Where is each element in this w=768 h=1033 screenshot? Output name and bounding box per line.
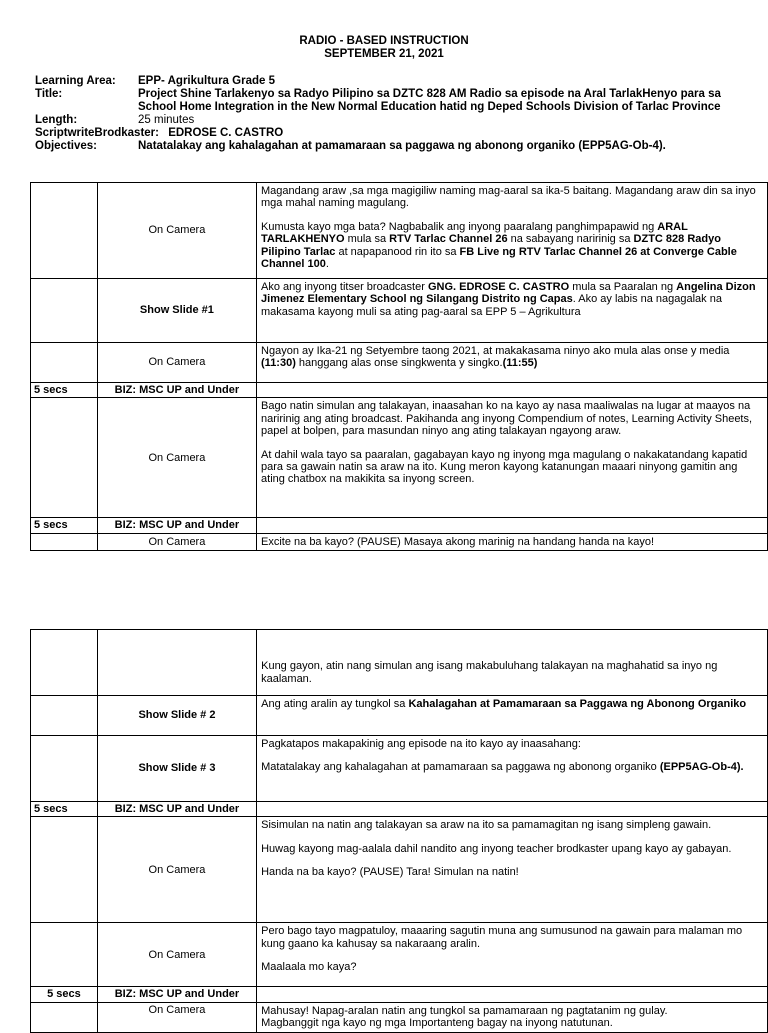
script-cell bbox=[257, 630, 768, 696]
script-cell bbox=[257, 923, 768, 987]
script-paragraph: Pero bago tayo magpatuloy, maaaring sagutin muna ang sumusunod na gawain para malaman mo kung gaano ka kahusay sa nakaraang aralin. bbox=[261, 925, 743, 950]
time-cell bbox=[31, 398, 98, 518]
table-row bbox=[31, 817, 768, 923]
objectives-row bbox=[35, 140, 735, 153]
title-row bbox=[35, 88, 735, 114]
time-cell: 5 secs bbox=[31, 802, 98, 817]
cue-cell: BIZ: MSC UP and Under bbox=[97, 383, 256, 398]
document-date: SEPTEMBER 21, 2021 bbox=[324, 48, 444, 60]
table-row bbox=[31, 279, 768, 343]
table-row bbox=[31, 630, 768, 696]
script-cell bbox=[257, 383, 768, 398]
time-cell bbox=[31, 343, 98, 383]
table-row bbox=[31, 923, 768, 987]
cue-cell bbox=[97, 630, 256, 696]
table-row bbox=[31, 1002, 768, 1032]
script-paragraph: Matatalakay ang kahalagahan at pamamaraan sa paggawa ng abonong organiko (EPP5AG-Ob-4). bbox=[261, 761, 744, 774]
script-paragraph: Ang ating aralin ay tungkol sa Kahalagahan at Pamamaraan sa Paggawa ng Abonong Organiko bbox=[261, 698, 747, 710]
scriptwriter-label: ScriptwriteBrodkaster: bbox=[35, 127, 159, 139]
cue-cell: Show Slide #1 bbox=[97, 279, 256, 343]
script-cell bbox=[257, 279, 768, 343]
cue-cell: On Camera bbox=[97, 398, 256, 518]
script-cell bbox=[257, 817, 768, 923]
cue-cell: On Camera bbox=[97, 923, 256, 987]
time-cell bbox=[31, 533, 98, 550]
script-paragraph: Sisimulan na natin ang talakayan sa araw na ito sa pamamagitan ng isang simpleng gawain. bbox=[261, 819, 712, 832]
cue-cell: On Camera bbox=[97, 817, 256, 923]
cue-cell: BIZ: MSC UP and Under bbox=[97, 987, 256, 1002]
table-row bbox=[31, 533, 768, 550]
table-row bbox=[31, 398, 768, 518]
length-row bbox=[35, 114, 735, 127]
length-label: Length: bbox=[35, 114, 78, 126]
time-cell bbox=[31, 1002, 98, 1032]
cue-cell: On Camera bbox=[97, 183, 256, 279]
scriptwriter-value: EDROSE C. CASTRO bbox=[168, 127, 284, 139]
script-cell bbox=[257, 343, 768, 383]
time-cell bbox=[31, 736, 98, 802]
cue-cell: On Camera bbox=[97, 343, 256, 383]
learning-area-value: EPP- Agrikultura Grade 5 bbox=[138, 75, 275, 87]
cue-cell: BIZ: MSC UP and Under bbox=[97, 802, 256, 817]
table-row bbox=[31, 987, 768, 1002]
title-value: Project Shine Tarlakenyo sa Radyo Pilipino sa DZTC 828 AM Radio sa episode na Aral TarlakHenyo para sa School Home Integration in the New Normal Education hatid ng Deped Schools Division of Tarlac Province bbox=[138, 88, 721, 113]
table-row bbox=[31, 518, 768, 533]
time-cell bbox=[31, 183, 98, 279]
script-paragraph: Ngayon ay Ika-21 ng Setyembre taong 2021, at makakasama ninyo ako mula alas onse y media (11:30) hanggang alas onse singkwenta y singko.(11:55) bbox=[261, 345, 730, 370]
script-paragraph: Ako ang inyong titser broadcaster GNG. EDROSE C. CASTRO mula sa Paaralan ng Angelina Dizon Jimenez Elementary School ng Silangang Distrito ng Capas. Ako ay labis na nagagalak na makasama kayong muli sa ating pag-aaral sa EPP 5 – Agrikultura bbox=[261, 281, 756, 318]
script-cell bbox=[257, 987, 768, 1002]
cue-cell: BIZ: MSC UP and Under bbox=[97, 518, 256, 533]
scriptwriter-row bbox=[35, 127, 735, 140]
learning-area-label: Learning Area: bbox=[35, 75, 116, 87]
script-cell bbox=[257, 398, 768, 518]
time-cell bbox=[31, 696, 98, 736]
script-cell bbox=[257, 802, 768, 817]
script-paragraph: Mahusay! Napag-aralan natin ang tungkol sa pamamaraan ng pagtatanim ng gulay. bbox=[261, 1004, 668, 1017]
document-title: RADIO - BASED INSTRUCTION bbox=[299, 35, 469, 47]
script-paragraph: Maalaala mo kaya? bbox=[261, 961, 357, 974]
script-paragraph: Huwag kayong mag-aalala dahil nandito ang inyong teacher brodkaster upang kayo ay gabayan. bbox=[261, 842, 732, 855]
script-paragraph: Magbanggit nga kayo ng mga Importanteng bagay na inyong natutunan. bbox=[261, 1017, 613, 1030]
script-cell bbox=[257, 1002, 768, 1032]
script-cell bbox=[257, 183, 768, 279]
document-header bbox=[0, 35, 768, 61]
script-paragraph: Kumusta kayo mga bata? Nagbabalik ang inyong paaralang panghimpapawid ng ARAL TARLAKHENYO mula sa RTV Tarlac Channel 26 na sabayang naririnig sa DZTC 828 Radyo Pilipino Tarlac at napapanood rin ito sa FB Live ng RTV Tarlac Channel 26 at Converge Cable Channel 100. bbox=[261, 220, 737, 271]
script-cell bbox=[257, 736, 768, 802]
script-cell bbox=[257, 518, 768, 533]
time-cell: 5 secs bbox=[31, 987, 98, 1002]
script-paragraph: Bago natin simulan ang talakayan, inaasahan ko na kayo ay nasa maaliwalas na lugar at maayos na naririnig ang ating broadcast. Pakihanda ang inyong Compendium of notes, Learning Activity Sheets, papel at bolpen, para masundan ninyo ang ating talakayan ngayong araw. bbox=[261, 400, 753, 438]
script-paragraph: Pagkatapos makapakinig ang episode na ito kayo ay inaasahang: bbox=[261, 738, 581, 750]
cue-cell: Show Slide # 3 bbox=[97, 736, 256, 802]
script-cell: Excite na ba kayo? (PAUSE) Masaya akong marinig na handang handa na kayo! bbox=[257, 533, 768, 550]
table-row bbox=[31, 736, 768, 802]
table-row bbox=[31, 343, 768, 383]
script-table-page-2 bbox=[30, 629, 768, 1033]
script-paragraph: Kung gayon, atin nang simulan ang isang makabuluhang talakayan na maghahatid sa inyo ng kaalaman. bbox=[261, 660, 718, 685]
script-table-page-1 bbox=[30, 182, 768, 551]
table-row bbox=[31, 383, 768, 398]
title-label: Title: bbox=[35, 88, 63, 100]
cue-cell: On Camera bbox=[97, 1002, 256, 1032]
time-cell: 5 secs bbox=[31, 518, 98, 533]
table-row bbox=[31, 696, 768, 736]
script-paragraph: At dahil wala tayo sa paaralan, gagabayan kayo ng inyong mga magulang o nakakatandang kapatid para sa gawain natin sa araw na ito. Kung meron kayong katanungan maaari ninyong gamitin ang ating chatbox na makikita sa inyong screen. bbox=[261, 448, 748, 486]
objectives-label: Objectives: bbox=[35, 140, 97, 152]
time-cell bbox=[31, 923, 98, 987]
script-paragraph: Magandang araw ,sa mga magigiliw naming mag-aaral sa ika-5 baitang. Magandang araw din sa inyo mga mahal naming magulang. bbox=[261, 185, 756, 210]
table-row bbox=[31, 802, 768, 817]
objectives-value: Natatalakay ang kahalagahan at pamamaraan sa paggawa ng abonong organiko (EPP5AG-Ob-4). bbox=[138, 140, 666, 152]
script-paragraph: Handa na ba kayo? (PAUSE) Tara! Simulan na natin! bbox=[261, 866, 519, 879]
time-cell: 5 secs bbox=[31, 383, 98, 398]
time-cell bbox=[31, 279, 98, 343]
cue-cell: On Camera bbox=[97, 533, 256, 550]
time-cell bbox=[31, 630, 98, 696]
script-metadata bbox=[35, 75, 735, 153]
length-value: 25 minutes bbox=[138, 114, 195, 126]
script-cell bbox=[257, 696, 768, 736]
table-row bbox=[31, 183, 768, 279]
time-cell bbox=[31, 817, 98, 923]
learning-area-row bbox=[35, 75, 735, 88]
cue-cell: Show Slide # 2 bbox=[97, 696, 256, 736]
